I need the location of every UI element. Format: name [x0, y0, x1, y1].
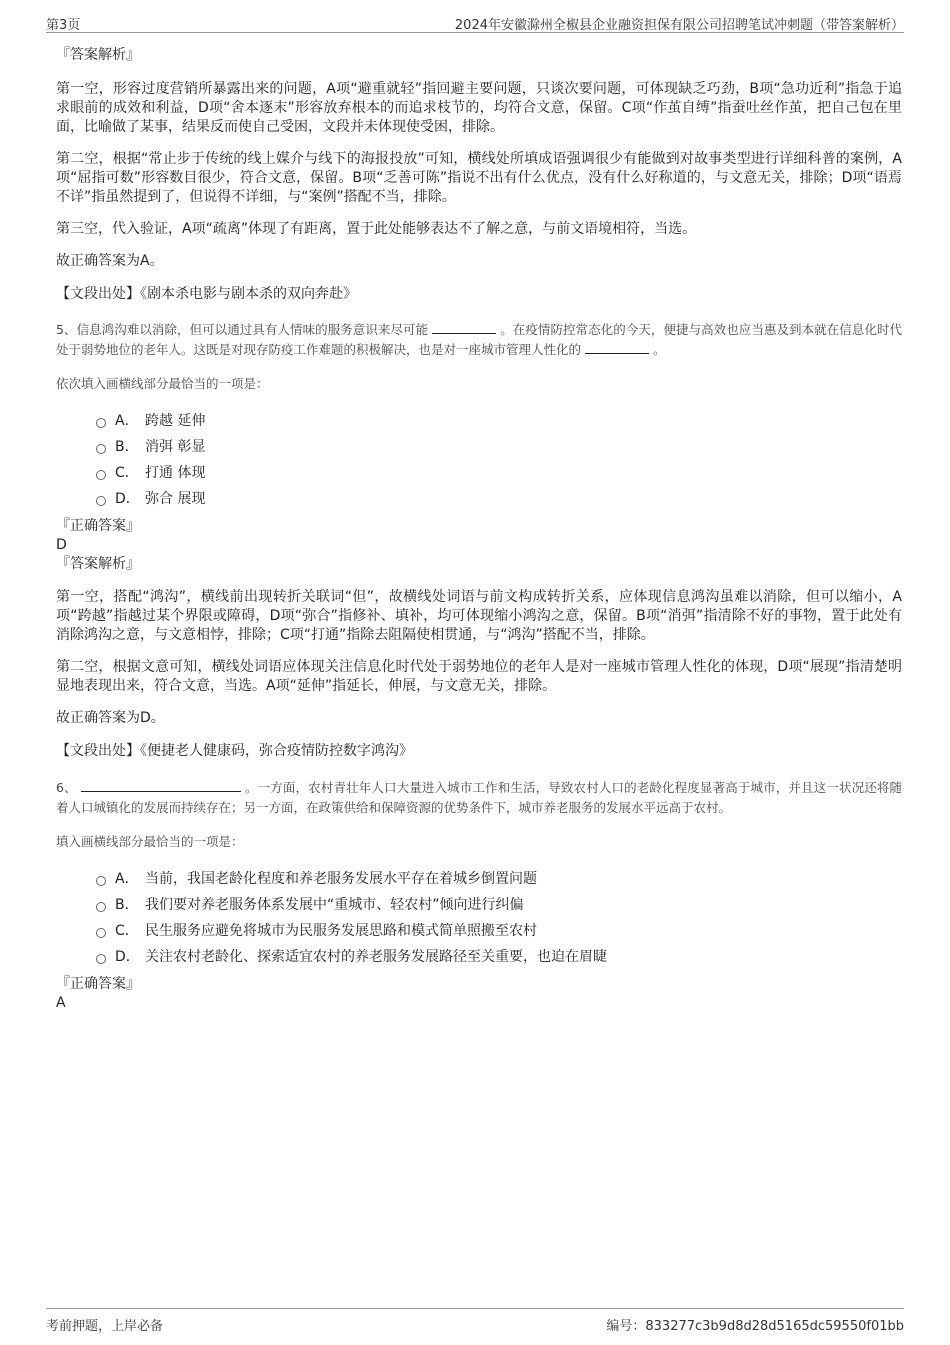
option-text: 消弭 彰显	[145, 439, 206, 455]
option-letter: C．	[115, 465, 139, 481]
q5-option-a[interactable]	[96, 408, 902, 434]
q5-option-c[interactable]	[96, 460, 902, 486]
q5-source: 【文段出处】《便捷老人健康码，弥合疫情防控数字鸿沟》	[56, 743, 413, 759]
option-letter: A．	[115, 871, 139, 887]
q5-blank-2	[585, 340, 649, 354]
q6-stem	[56, 778, 902, 818]
option-letter: D．	[115, 491, 140, 507]
q5-analysis-label: 『答案解析』	[56, 556, 140, 572]
q5-blank-1	[432, 320, 496, 334]
radio-icon[interactable]	[96, 954, 106, 964]
q5-correct-label: 『正确答案』	[56, 518, 140, 534]
q6-stem-part2: 。一方面，农村青壮年人口大量进入城市工作和生活，导致农村人口的老龄化程度显著高于城市，并且这一状况还将随着人口城镇化的发展而持续存在；另一方面，在政策供给和保障资源的优势条件下，城市养老服务的发展水平远高于农村。	[56, 780, 902, 815]
option-text: 关注农村老龄化、探索适宜农村的养老服务发展路径至关重要，也迫在眉睫	[145, 949, 607, 965]
radio-icon[interactable]	[96, 418, 106, 428]
option-text: 当前，我国老龄化程度和养老服务发展水平存在着城乡倒置问题	[145, 871, 537, 887]
q6-correct-label: 『正确答案』	[56, 976, 140, 992]
q5-stem-part3: 。	[652, 342, 666, 357]
q5-analysis-para-2: 第二空，根据文意可知，横线处词语应体现关注信息化时代处于弱势地位的老年人是对一座城市管理人性化的体现，D项“展现”指清楚明显地表现出来，符合文意，当选。A项“延伸”指延长，伸展，与文意无关，排除。	[56, 659, 902, 694]
q6-correct-answer: A	[56, 995, 66, 1011]
option-letter: D．	[115, 949, 140, 965]
option-text: 打通 体现	[145, 465, 206, 481]
q6-instruction: 填入画横线部分最恰当的一项是：	[56, 834, 244, 849]
q5-option-d[interactable]	[96, 486, 902, 512]
q6-stem-part1: 6、	[56, 780, 77, 795]
q5-correct-answer: D	[56, 537, 67, 553]
q4-analysis-para-3: 第三空，代入验证，A项“疏离”体现了有距离，置于此处能够表达不了解之意，与前文语境相符，当选。	[56, 221, 697, 237]
footer-slogan: 考前押题，上岸必备	[46, 1319, 164, 1334]
page-footer	[46, 1308, 904, 1335]
radio-icon[interactable]	[96, 470, 106, 480]
q6-blank	[81, 778, 241, 792]
option-letter: C．	[115, 923, 139, 939]
q5-stem-part1: 5、信息鸿沟难以消除，但可以通过具有人情味的服务意识来尽可能	[56, 322, 429, 337]
option-text: 跨越 延伸	[145, 413, 206, 429]
q5-instruction: 依次填入画横线部分最恰当的一项是：	[56, 376, 269, 391]
q6-option-c[interactable]	[96, 918, 902, 944]
q6-option-a[interactable]	[96, 866, 902, 892]
q5-stem-part2: 。在疫情防控常态化的今天，便捷与高效也应当惠及到本就在信息化时代处于弱势地位的老年人。这既是对现存防疫工作难题的积极解决，也是对一座城市管理人性化的	[56, 322, 902, 357]
option-letter: A．	[115, 413, 139, 429]
q6-option-b[interactable]	[96, 892, 902, 918]
q5-option-b[interactable]	[96, 434, 902, 460]
q6-option-d[interactable]	[96, 944, 902, 970]
page-number: 第3页	[46, 18, 81, 33]
footer-serial: 编号：833277c3b9d8d28d5165dc59550f01bb	[606, 1319, 904, 1334]
radio-icon[interactable]	[96, 444, 106, 454]
q4-analysis-para-1: 第一空，形容过度营销所暴露出来的问题，A项“避重就轻”指回避主要问题，只谈次要问题，可体现缺乏巧劲，B项“急功近利”指急于追求眼前的成效和利益，D项“舍本逐末”形容放弃根本的而追求枝节的，均符合文意，保留。C项“作茧自缚”指蚕吐丝作茧，把自己包在里面，比喻做了某事，结果反而使自己受困，文段并未体现使受困，排除。	[56, 81, 902, 135]
option-text: 我们要对养老服务体系发展中“重城市、轻农村”倾向进行纠偏	[145, 897, 524, 913]
option-letter: B．	[115, 897, 139, 913]
radio-icon[interactable]	[96, 496, 106, 506]
option-text: 弥合 展现	[145, 491, 206, 507]
q4-analysis-label: 『答案解析』	[56, 47, 140, 63]
option-letter: B．	[115, 439, 139, 455]
q5-analysis-para-1: 第一空，搭配“鸿沟”，横线前出现转折关联词“但”，故横线处词语与前文构成转折关系，应体现信息鸿沟虽难以消除，但可以缩小，A项“跨越”指越过某个界限或障碍，D项“弥合”指修补、填补，均可体现缩小鸿沟之意，保留。B项“消弭”指清除不好的事物，置于此处有消除鸿沟之意，与文意相悖，排除；C项“打通”指除去阻隔使相贯通，与“鸿沟”搭配不当，排除。	[56, 589, 902, 643]
radio-icon[interactable]	[96, 876, 106, 886]
q6-options	[96, 866, 902, 970]
radio-icon[interactable]	[96, 902, 106, 912]
q5-conclusion: 故正确答案为D。	[56, 710, 165, 726]
q4-source: 【文段出处】《剧本杀电影与剧本杀的双向奔赴》	[56, 286, 357, 302]
radio-icon[interactable]	[96, 928, 106, 938]
q4-analysis-para-2: 第二空，根据“常止步于传统的线上媒介与线下的海报投放”可知，横线处所填成语强调很少有能做到对故事类型进行详细科普的案例，A项“屈指可数”形容数目很少，符合文意，保留。B项“乏善可陈”指说不出有什么优点，没有什么好称道的，与文意无关，排除；D项“语焉不详”指虽然提到了，但说得不详细，与“案例”搭配不当，排除。	[56, 151, 902, 205]
option-text: 民生服务应避免将城市为民服务发展思路和模式简单照搬至农村	[145, 923, 537, 939]
document-title: 2024年安徽滁州全椒县企业融资担保有限公司招聘笔试冲刺题（带答案解析）	[454, 18, 904, 33]
q5-stem	[56, 320, 902, 360]
q4-conclusion: 故正确答案为A。	[56, 253, 164, 269]
page-content	[56, 45, 902, 1012]
q5-options	[96, 408, 902, 512]
page-header	[46, 12, 904, 33]
